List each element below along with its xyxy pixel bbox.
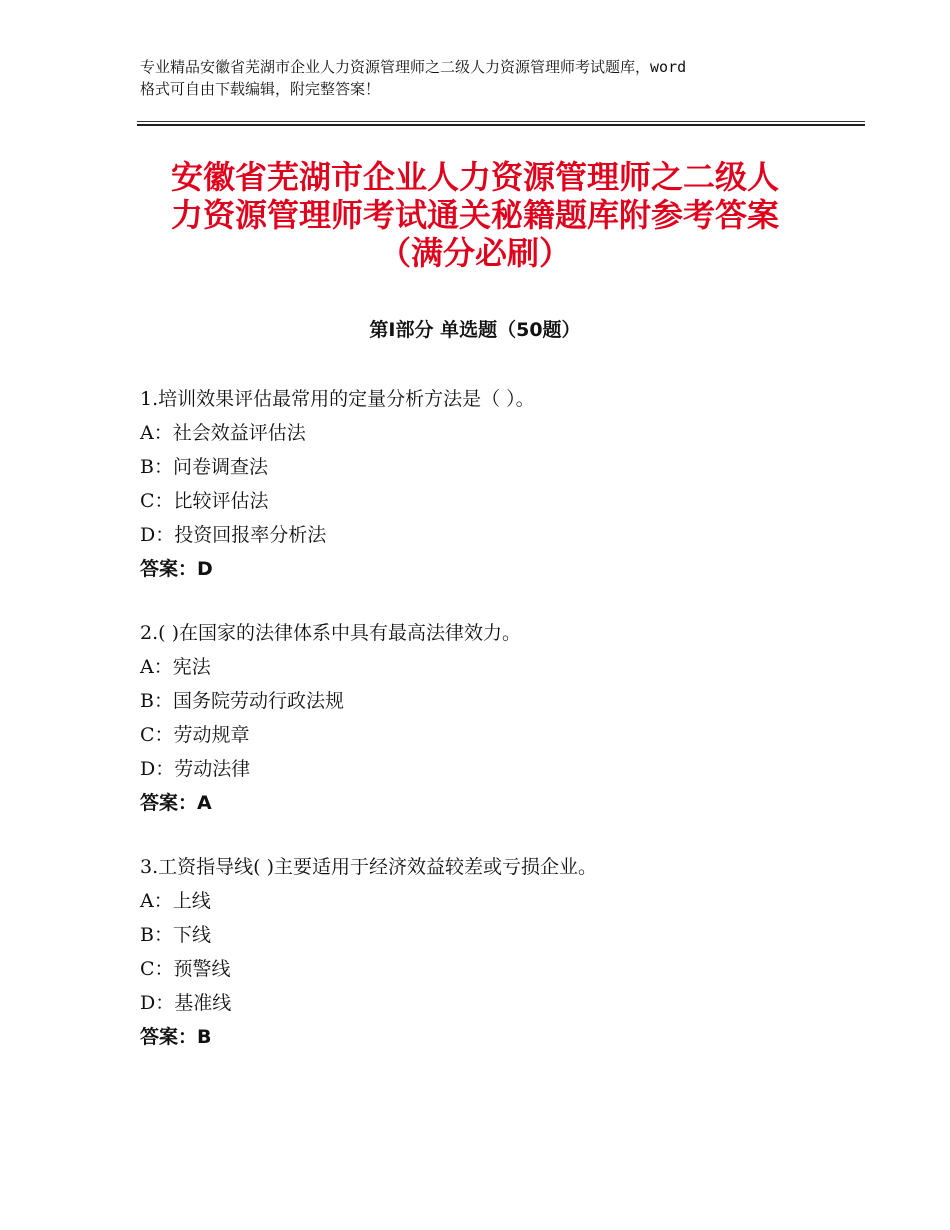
header-note-line-2: 格式可自由下载编辑，附完整答案！ (140, 80, 381, 98)
option-b: B：问卷调查法 (140, 456, 268, 478)
option-b: B：下线 (140, 924, 211, 946)
question-2 (140, 616, 860, 820)
question-1 (140, 382, 860, 586)
document-title-line-3: （满分必刷） (378, 234, 571, 272)
header-rule-thin (137, 121, 865, 122)
question-list (140, 382, 860, 1084)
option-a: A：宪法 (140, 656, 211, 678)
header-note-line-1: 专业精品安徽省芜湖市企业人力资源管理师之二级人力资源管理师考试题库，word (140, 58, 687, 76)
question-stem: 1.培训效果评估最常用的定量分析方法是（ ）。 (140, 388, 535, 410)
answer: 答案：D (140, 558, 213, 580)
option-a: A：上线 (140, 890, 211, 912)
document-title-line-2: 力资源管理师考试通关秘籍题库附参考答案 (170, 196, 779, 234)
header-rule-thick (137, 124, 865, 126)
option-d: D：投资回报率分析法 (140, 524, 327, 546)
answer: 答案：B (140, 1026, 212, 1048)
answer: 答案：A (140, 792, 212, 814)
option-d: D：劳动法律 (140, 758, 251, 780)
option-d: D：基准线 (140, 992, 232, 1014)
option-b: B：国务院劳动行政法规 (140, 690, 344, 712)
option-a: A：社会效益评估法 (140, 422, 306, 444)
option-c: C：比较评估法 (140, 490, 269, 512)
option-c: C：劳动规章 (140, 724, 250, 746)
question-3 (140, 850, 860, 1054)
question-stem: 2.( )在国家的法律体系中具有最高法律效力。 (140, 622, 521, 644)
header-note (140, 56, 830, 100)
document-title (100, 158, 850, 272)
document-title-line-1: 安徽省芜湖市企业人力资源管理师之二级人 (170, 158, 779, 196)
section-title: 第Ⅰ部分 单选题（50题） (369, 319, 581, 341)
question-stem: 3.工资指导线( )主要适用于经济效益较差或亏损企业。 (140, 856, 597, 878)
option-c: C：预警线 (140, 958, 231, 980)
